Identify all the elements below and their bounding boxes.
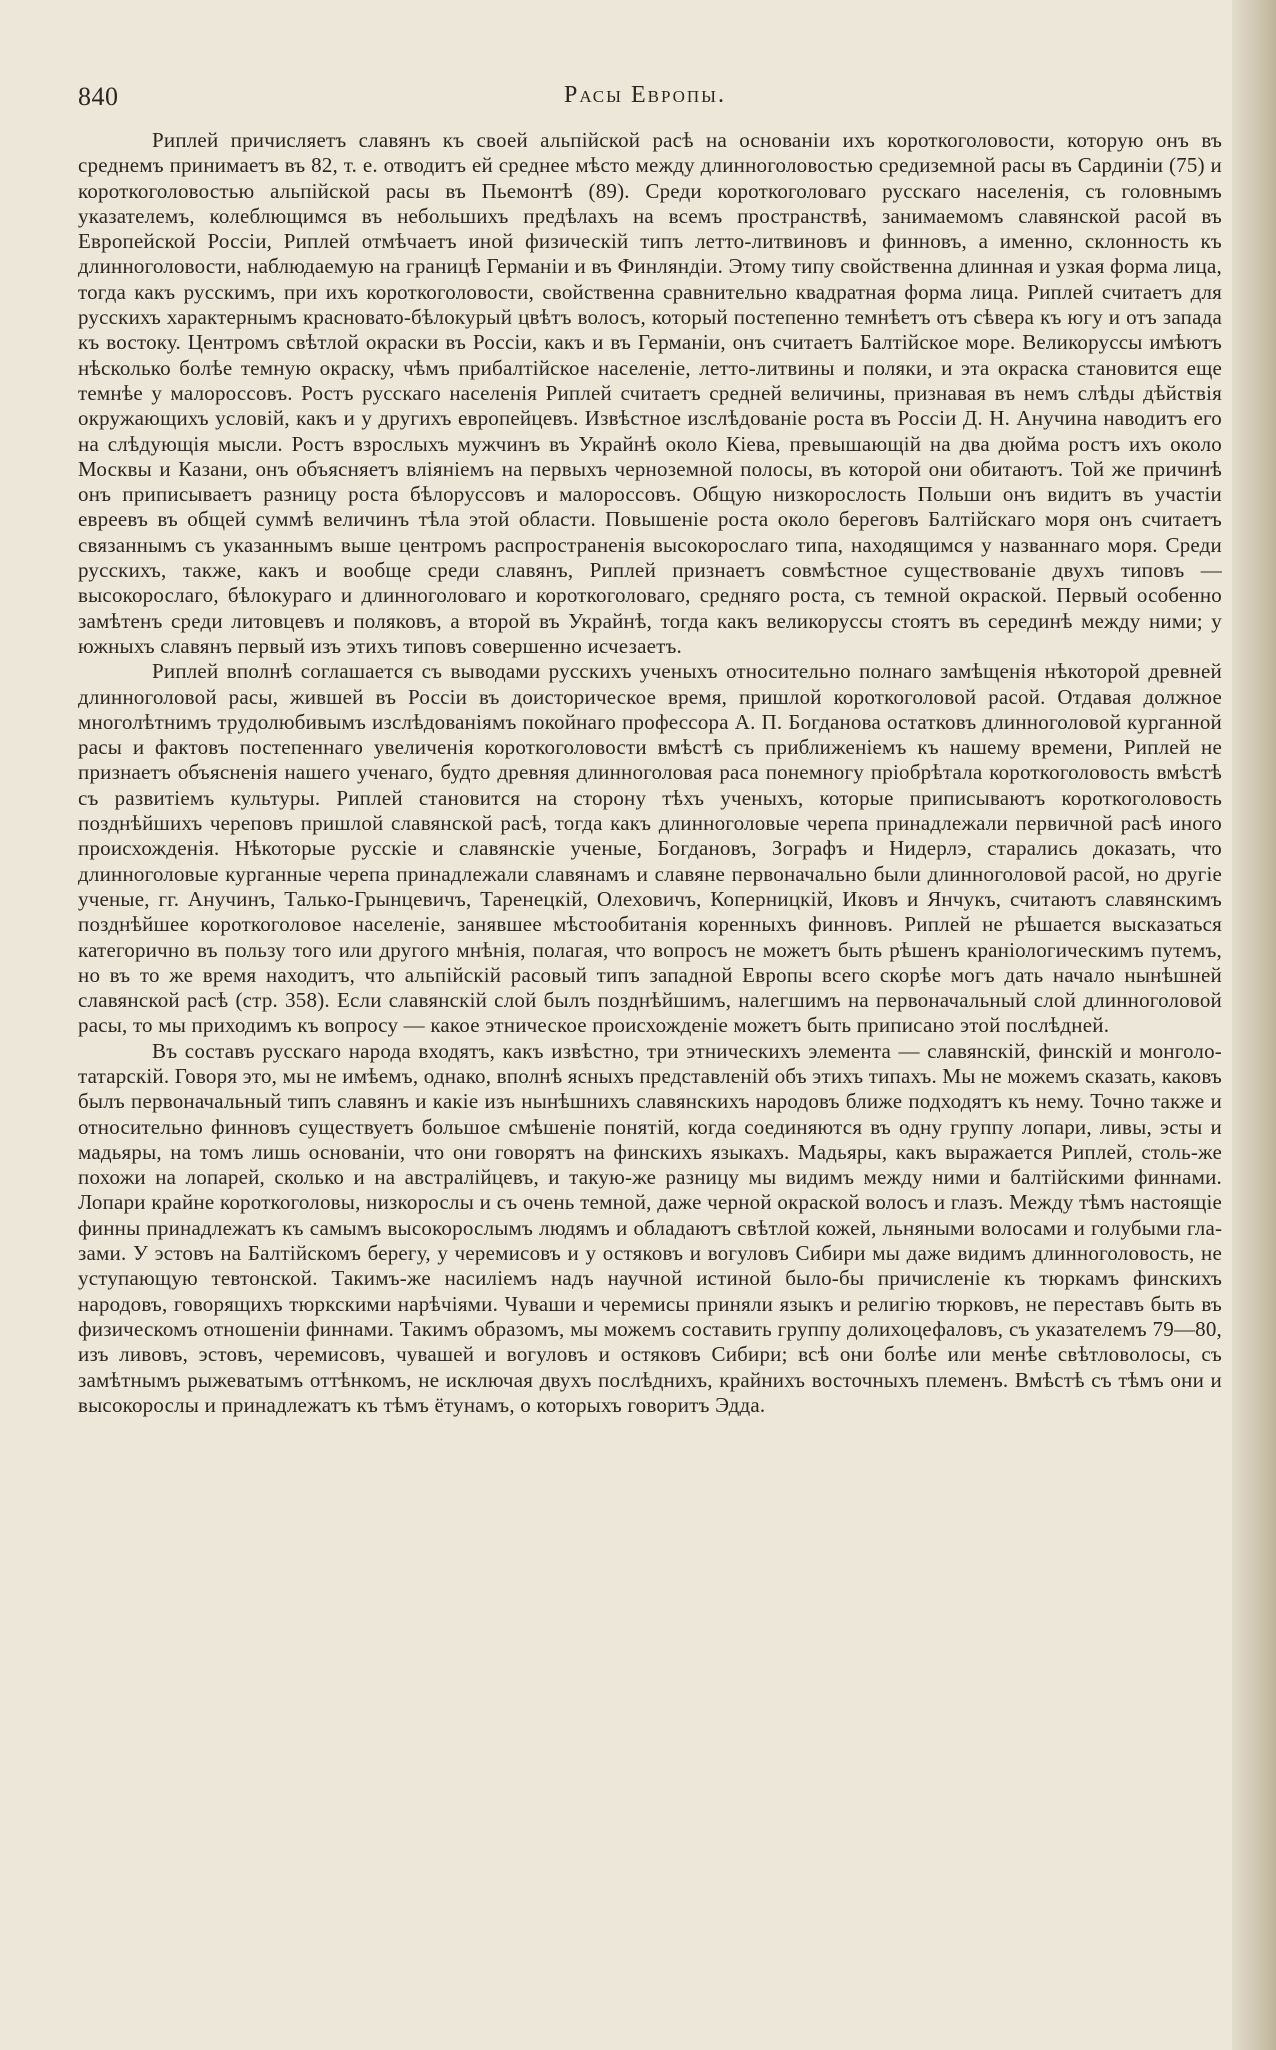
page-edge-shadow — [1232, 0, 1276, 2050]
paragraph-1: Риплей причисляетъ славянъ къ своей альпійской расѣ на основаніи ихъ короткоголовости, которую онъ въ среднемъ принимаетъ въ 82, т. е. отводитъ ей среднее мѣсто между длинноголовостью средиземной расы въ Сардиніи (75) и короткоголовостью альпійской расы въ Пьемонтѣ (89). Среди короткоголоваго русскаго населенія, съ головнымъ указателемъ, колеблющимся въ небольшихъ предѣлахъ на всемъ пространствѣ, занимаемомъ славянской расой въ Европейской Россіи, Риплей отмѣчаетъ иной физическій типъ летто-литвиновъ и финновъ, а именно, склонность къ длинноголовости, наблюдаемую на границѣ Германіи и въ Финляндіи. Этому типу свойственна длинная и узкая форма лица, тогда какъ русскимъ, при ихъ короткоголовости, свойственна сравнительно квадратная форма лица. Риплей считаетъ для русскихъ характернымъ красновато-бѣлокурый цвѣтъ волосъ, который постепенно темнѣетъ отъ сѣвера къ югу и отъ запада къ востоку. Центромъ свѣтлой окраски въ Россіи, какъ и въ Германіи, онъ считаетъ Балтійское море. Великоруссы имѣютъ нѣсколько болѣе темную окраску, чѣмъ прибалтійское населеніе, летто-литвины и поляки, и эта окраска становится еще темнѣе у малороссовъ. Ростъ русскаго населенія Риплей считаетъ средней величины, признавая въ немъ слѣды дѣйствія окружающихъ условій, какъ и у другихъ европейцевъ. Извѣстное изслѣдованіе роста въ Россіи Д. Н. Анучина наводитъ его на слѣдующія мысли. Ростъ взрослыхъ мужчинъ въ Украйнѣ около Кіева, превышающій на два дюйма ростъ ихъ около Москвы и Казани, онъ объясняетъ вліяніемъ на первыхъ черноземной полосы, въ которой они обитаютъ. Той же причинѣ онъ приписываетъ разницу роста бѣлоруссовъ и малороссовъ. Общую низкорослость Польши онъ видитъ въ участіи евреевъ въ общей суммѣ величинъ тѣла этой области. Повышеніе роста около береговъ Балтійскаго моря онъ считаетъ связаннымъ съ указаннымъ выше центромъ распространенія высокорослаго типа, находящимся у названнаго моря. Среди русскихъ, также, какъ и вообще среди славянъ, Риплей признаетъ совмѣстное существованіе двухъ типовъ — высокорослаго, бѣлокураго и длинноголоваго и короткоголоваго, средняго роста, съ темной окраской. Первый особенно замѣтенъ среди литовцевъ и поляковъ, а второй въ Украйнѣ, тогда какъ великоруссы стоятъ въ серединѣ между ними; у южныхъ славянъ первый изъ этихъ типовъ совершенно исчезаетъ. — [78, 128, 1222, 658]
paragraph-3: Въ составъ русскаго народа входятъ, какъ извѣстно, три этническихъ элемента — славянскій, финскій и монголо-татарскій. Говоря это, мы не имѣемъ, однако, вполнѣ ясныхъ представленій объ этихъ типахъ. Мы не можемъ сказать, каковъ былъ первоначальный типъ славянъ и какіе изъ нынѣшнихъ славянскихъ народовъ ближе подходятъ къ нему. Точно также и относительно финновъ существуетъ большое смѣшеніе понятій, когда соединяются въ одну группу лопари, ливы, эсты и мадьяры, на томъ лишь основаніи, что они говорятъ на финскихъ языкахъ. Мадьяры, какъ выражается Риплей, столь-же похожи на лопарей, сколько и на австралійцевъ, и такую-же разницу мы видимъ между ними и балтійскими финнами. Лопари крайне короткоголовы, низкорослы и съ очень темной, даже черной окраской волосъ и глазъ. Между тѣмъ настоящіе финны принадлежатъ къ самымъ высокорослымъ людямъ и обладаютъ свѣтлой кожей, льняными волосами и голубыми глазами. У эстовъ на Балтійскомъ берегу, у черемисовъ и у остяковъ и вогуловъ Сибири мы даже видимъ длинноголовость, не уступающую тевтонской. Такимъ-же насиліемъ надъ научной истиной было-бы причисленіе къ тюркамъ финскихъ народовъ, говорящихъ тюркскими нарѣчіями. Чуваши и черемисы приняли языкъ и религію тюрковъ, не переставъ быть въ физическомъ отношеніи финнами. Такимъ образомъ, мы можемъ составить группу долихоцефаловъ, съ указателемъ 79—80, изъ ливовъ, эстовъ, черемисовъ, чувашей и вогуловъ и остяковъ Сибири; всѣ они болѣе или менѣе свѣтловолосы, съ замѣтнымъ рыжеватымъ оттѣнкомъ, не исключая двухъ послѣднихъ, крайнихъ восточныхъ племенъ. Вмѣстѣ съ тѣмъ они и высокорослы и принадлежатъ къ тѣмъ ётунамъ, о которыхъ говоритъ Эдда. — [78, 1038, 1222, 1417]
body-text — [78, 128, 1222, 1418]
running-title: Расы Европы. — [564, 82, 726, 108]
page-header — [78, 82, 1212, 122]
page-number: 840 — [78, 82, 119, 111]
paragraph-2: Риплей вполнѣ соглашается съ выводами русскихъ ученыхъ относительно полнаго замѣщенія нѣкоторой древней длинноголовой расы, жившей въ Россіи въ доисторическое время, пришлой короткоголовой расой. Отдавая должное многолѣтнимъ трудолюбивымъ изслѣдованіямъ покойнаго профессора А. П. Богданова остатковъ длинноголовой курганной расы и фактовъ постепеннаго увеличенія короткоголовости вмѣстѣ съ приближеніемъ къ нашему времени, Риплей не признаетъ объясненія нашего ученаго, будто древняя длинноголовая раса понемногу пріобрѣтала короткоголовость вмѣстѣ съ развитіемъ культуры. Риплей становится на сторону тѣхъ ученыхъ, которые приписываютъ короткоголовость позднѣйшихъ черепoвъ пришлой славянской расѣ, тогда какъ длинноголовые черепа принадлежали первичной расѣ иного происхожденія. Нѣкоторые русскіе и славянскіе ученые, Богдановъ, Зографъ и Нидерлэ, старались доказать, что длинноголовые курганные черепа принадлежали славянамъ и славяне первоначально были длинноголовой расой, но другіе ученые, гг. Анучинъ, Талько-Грынцевичъ, Таренецкій, Олеховичъ, Коперницкій, Иковъ и Янчукъ, считаютъ славянскимъ позднѣйшее короткоголовое населеніе, занявшее мѣстообитанія коренныхъ финновъ. Риплей не рѣшается высказаться категорично въ пользу того или другого мнѣнія, полагая, что вопросъ не можетъ быть рѣшенъ краніологическимъ путемъ, но въ то же время находитъ, что альпійскій расовый типъ западной Европы всего скорѣе могъ дать начало нынѣшней славянской расѣ (стр. 358). Если славянскій слой былъ позднѣйшимъ, налегшимъ на первоначальный слой длинноголовой расы, то мы приходимъ къ вопросу — какое этническое происхожденіе можетъ быть приписано этой послѣдней. — [78, 659, 1222, 1038]
